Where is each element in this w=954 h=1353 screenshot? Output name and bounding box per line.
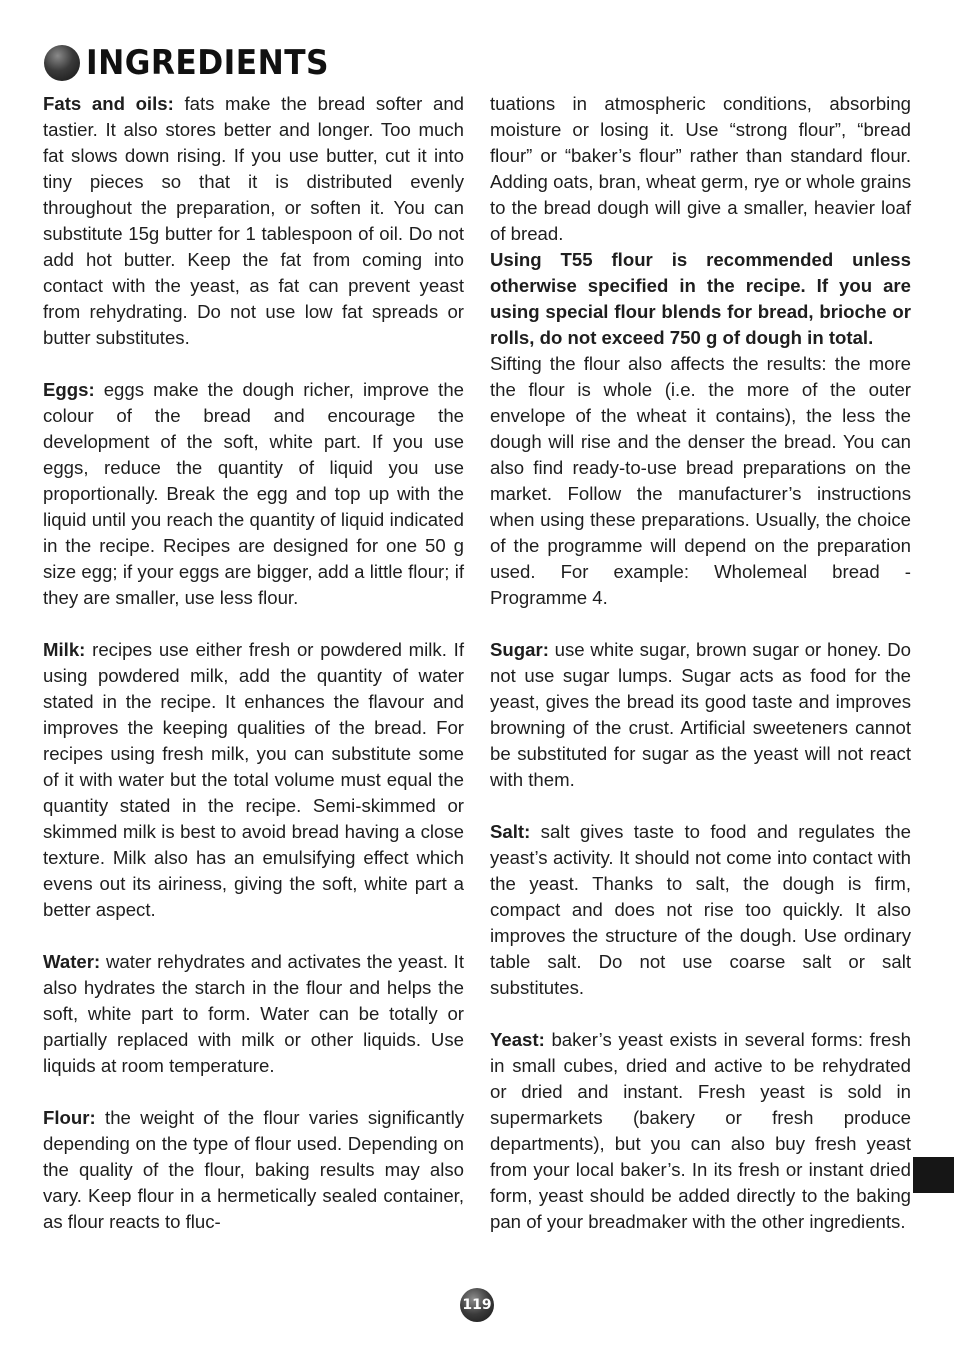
flour-continued-paragraph: tuations in atmospheric conditions, absorbing moisture or losing it. Use “strong flour”, “bread flour” or “baker’s flour” rather than standard flour. Adding oats, bran, wheat germ, rye or whole grains to the bread dough will give a smaller, heavier loaf of bread. — [490, 93, 911, 244]
eggs-text: eggs make the dough richer, improve the colour of the bread and encourage the development of the soft, white part. If you use eggs, reduce the quantity of liquid you use proportionally. Break the egg and top up with the liquid until you reach the quantity of liquid indicated in the recipe. Recipes are designed for one 50 g size egg; if your eggs are bigger, add a little flour; if they are smaller, use less flour. — [43, 379, 464, 608]
salt-paragraph — [490, 819, 911, 1001]
sugar-paragraph — [490, 637, 911, 793]
flour-sifting-paragraph: Sifting the flour also affects the results: the more the flour is whole (i.e. the more of the outer envelope of the wheat it contains), the less the dough will rise and the denser the bread. You can also find ready-to-use bread preparations on the market. Follow the manufacturer’s instructions when using these preparations. Usually, the choice of the programme will depend on the preparation used. For example: Wholemeal bread - Programme 4. — [490, 353, 911, 608]
page-title: INGREDIENTS — [86, 43, 330, 83]
eggs-paragraph — [43, 377, 464, 611]
flour-warning-paragraph: Using T55 flour is recommended unless otherwise specified in the recipe. If you are using special flour blends for bread, brioche or rolls, do not exceed 750 g of dough in total. — [490, 249, 911, 348]
yeast-term: Yeast: — [490, 1029, 545, 1050]
milk-term: Milk: — [43, 639, 86, 660]
salt-text: salt gives taste to food and regulates the yeast’s activity. It should not come into contact with the yeast. Thanks to salt, the dough is firm, compact and does not rise too quickly. It also improves the structure of the dough. Use ordinary table salt. Do not use coarse salt or salt substitutes. — [490, 821, 911, 998]
flour-term: Flour: — [43, 1107, 96, 1128]
water-text: water rehydrates and activates the yeast. It also hydrates the starch in the flour and helps the soft, white part to form. Water can be totally or partially replaced with milk or other liquids. Use liquids at room temperature. — [43, 951, 464, 1076]
yeast-text: baker’s yeast exists in several forms: fresh in small cubes, dried and active to be rehydrated or dried and instant. Fresh yeast is sold in supermarkets (bakery or fresh produce departments), but you can also buy fresh yeast from your local baker’s. In its fresh or instant dried form, yeast should be added directly to the baking pan of your breadmaker with the other ingredients. — [490, 1029, 911, 1232]
milk-text: recipes use either fresh or powdered milk. If using powdered milk, add the quantity of water stated in the recipe. It enhances the flavour and improves the keeping qualities of the bread. For recipes using fresh milk, you can substitute some of it with water but the total volume must equal the quantity stated in the recipe. Semi-skimmed or skimmed milk is best to avoid bread having a close texture. Milk also has an emulsifying effect which evens out its airiness, giving the soft, white part a better aspect. — [43, 639, 464, 920]
flour-text: the weight of the flour varies significantly depending on the type of flour used. Depending on the quality of the flour, baking results may also vary. Keep flour in a hermetically sealed container, as flour reacts to fluc- — [43, 1107, 464, 1232]
left-column — [43, 91, 464, 1235]
page-number: 119 — [460, 1288, 494, 1322]
sphere-bullet-icon — [44, 45, 80, 81]
fats-term: Fats and oils: — [43, 93, 174, 114]
salt-term: Salt: — [490, 821, 531, 842]
sugar-text: use white sugar, brown sugar or honey. Do not use sugar lumps. Sugar acts as food for the yeast, gives the bread its good taste and improves browning of the crust. Artificial sweeteners cannot be substituted for sugar as the yeast will not react with them. — [490, 639, 911, 790]
yeast-paragraph — [490, 1027, 911, 1235]
flour-paragraph — [43, 1105, 464, 1235]
right-column — [490, 91, 911, 1235]
eggs-term: Eggs: — [43, 379, 95, 400]
page-header — [44, 38, 350, 88]
milk-paragraph — [43, 637, 464, 923]
sugar-term: Sugar: — [490, 639, 549, 660]
fats-text: fats make the bread softer and tastier. It also stores better and longer. Too much fat slows down rising. If you use butter, cut it into tiny pieces so that it is distributed evenly throughout the preparation, or soften it. You can substitute 15g butter for 1 tablespoon of oil. Do not add hot butter. Keep the fat from coming into contact with the yeast, as fat can prevent yeast from rehydrating. Do not use low fat spreads or butter substitutes. — [43, 93, 464, 348]
water-paragraph — [43, 949, 464, 1079]
fats-paragraph — [43, 91, 464, 351]
section-tab-marker — [913, 1157, 954, 1193]
water-term: Water: — [43, 951, 101, 972]
